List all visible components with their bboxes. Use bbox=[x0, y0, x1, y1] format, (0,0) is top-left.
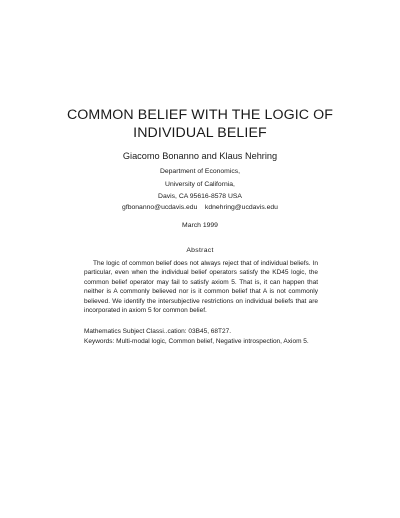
email-bonanno: gfbonanno@ucdavis.edu bbox=[122, 204, 198, 211]
abstract-text: The logic of common belief does not always reject that of individual beliefs. In particular, even when the individual belief operators satisfy the KD45 logic, the common belief operator may fail to satisfy axiom 5. That is, it can happen that neither is A commonly believed nor is it common belief that A is not commonly believed. We identify the intersubjective restrictions on individual beliefs that are incorporated in axiom 5 for common belief. bbox=[84, 260, 318, 315]
title-line-1: COMMON BELIEF WITH THE LOGIC OF bbox=[66, 107, 334, 123]
subject-classification: Mathematics Subject Classi..cation: 03B45, 68T27. bbox=[84, 328, 232, 335]
affiliation-address: Davis, CA 95616-8578 USA bbox=[158, 193, 242, 200]
title-line-2: INDIVIDUAL BELIEF bbox=[133, 125, 267, 141]
author-emails bbox=[60, 203, 340, 213]
keywords: Keywords: Multi-modal logic, Common belief, Negative introspection, Axiom 5. bbox=[84, 338, 309, 345]
affiliation bbox=[60, 166, 340, 204]
abstract-heading: Abstract bbox=[186, 247, 214, 254]
affiliation-department: Department of Economics, bbox=[159, 168, 241, 175]
email-nehring: kdnehring@ucdavis.edu bbox=[204, 204, 278, 211]
affiliation-university: University of California, bbox=[165, 180, 235, 188]
authors: Giacomo Bonanno and Klaus Nehring bbox=[122, 151, 278, 161]
publication-date: March 1999 bbox=[182, 222, 218, 229]
paper-title bbox=[60, 106, 340, 142]
